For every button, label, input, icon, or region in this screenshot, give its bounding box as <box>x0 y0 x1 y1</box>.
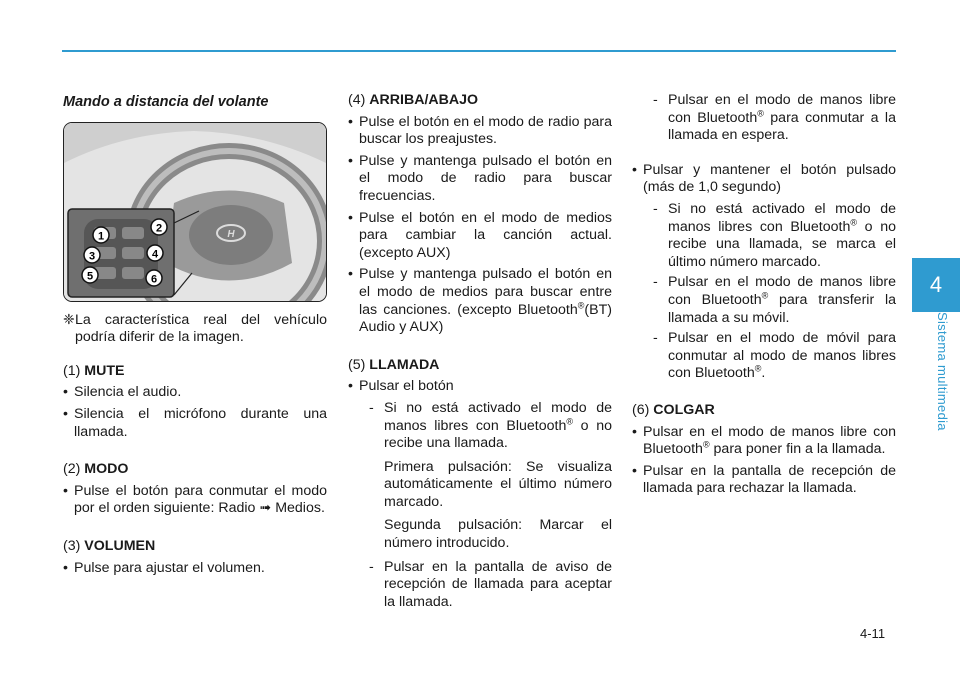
list-item: • Pulsar y mantener el botón pulsado (más de 1,0 segundo) <box>632 162 896 197</box>
chapter-label: Sistema multimedia <box>935 312 950 431</box>
image-note <box>63 312 327 347</box>
list-subitem: - Pulsar en el modo de manos libre con Bluetooth® para conmutar a la llamada en espera. <box>645 92 896 145</box>
arriba-abajo-heading: (4) ARRIBA/ABAJO <box>348 92 479 108</box>
svg-text:3: 3 <box>88 250 96 263</box>
callout-6 <box>146 270 162 286</box>
note-text: La característica real del vehículo podría diferir de la imagen. <box>75 311 327 346</box>
arrow-icon: ➟ <box>259 500 272 517</box>
svg-text:2: 2 <box>155 222 163 235</box>
list-item: • Silencia el audio. <box>63 384 327 402</box>
volumen-heading: (3) VOLUMEN <box>63 537 156 554</box>
svg-text:6: 6 <box>150 273 158 286</box>
svg-text:5: 5 <box>86 270 94 283</box>
llamada-heading: (5) LLAMADA <box>348 356 440 373</box>
svg-text:1: 1 <box>97 230 105 243</box>
list-item: • Pulsar en el modo de manos libre con Bluetooth® para poner fin a la llamada. <box>632 424 896 459</box>
column-middle <box>348 92 612 614</box>
list-item: • Pulse y mantenga pulsado el botón en el modo de radio para buscar frecuencias. <box>348 153 612 206</box>
callout-5 <box>82 267 98 283</box>
list-item: • Pulse el botón en el modo de radio para buscar los preajustes. <box>348 114 612 149</box>
chapter-tab[interactable] <box>912 258 960 312</box>
callout-1 <box>93 227 109 243</box>
column-right <box>632 92 896 502</box>
list-subitem: - Si no está activado el modo de manos libres con Bluetooth® o no recibe una llamada, se marca el último número marcado. <box>645 201 896 271</box>
modo-heading: (2) MODO <box>63 461 129 478</box>
list-subitem: - Pulsar en el modo de manos libre con Bluetooth® para transferir la llamada a su móvil. <box>645 274 896 327</box>
chapter-number: 4 <box>929 272 943 297</box>
steering-wheel-illustration <box>64 123 326 301</box>
steering-wheel-figure <box>63 122 327 302</box>
column-left <box>63 92 327 581</box>
list-item: • Pulse el botón en el modo de medios para cambiar la canción actual. (excepto AUX) <box>348 210 612 263</box>
list-item: • Pulse para ajustar el volumen. <box>63 560 327 578</box>
callout-4 <box>147 245 163 261</box>
callout-2 <box>151 219 167 235</box>
list-paragraph: Segunda pulsación: Marcar el número introducido. <box>384 517 612 552</box>
list-subitem: - Pulsar en la pantalla de aviso de recepción de llamada para aceptar la llamada. <box>361 559 612 612</box>
list-item: • Pulse y mantenga pulsado el botón en el modo de medios para buscar entre las canciones. (excepto Bluetooth®(BT) Audio y AUX) <box>348 266 612 336</box>
list-paragraph: Primera pulsación: Se visualiza automáticamente el último número marcado. <box>384 458 612 510</box>
svg-text:4: 4 <box>151 248 159 261</box>
list-item: • Silencia el micrófono durante una llamada. <box>63 406 327 441</box>
list-item: • Pulsar en la pantalla de recepción de llamada para rechazar la llamada. <box>632 463 896 498</box>
list-item: • Pulse el botón para conmutar el modo por el orden siguiente: Radio ➟ Medios. <box>63 483 327 518</box>
section-title: Mando a distancia del volante <box>63 94 269 110</box>
note-symbol: ❈ <box>63 311 75 328</box>
mute-heading: (1) MUTE <box>63 362 125 379</box>
svg-text:H: H <box>227 228 235 240</box>
colgar-heading: (6) COLGAR <box>632 401 715 418</box>
list-subitem: - Si no está activado el modo de manos libres con Bluetooth® o no recibe una llamada. <box>361 400 612 453</box>
page-number: 4-11 <box>860 626 886 641</box>
header-rule <box>62 50 896 52</box>
callout-3 <box>84 247 100 263</box>
list-subitem: - Pulsar en el modo de móvil para conmutar al modo de manos libres con Bluetooth®. <box>645 330 896 383</box>
list-item: • Pulsar el botón <box>348 378 612 396</box>
